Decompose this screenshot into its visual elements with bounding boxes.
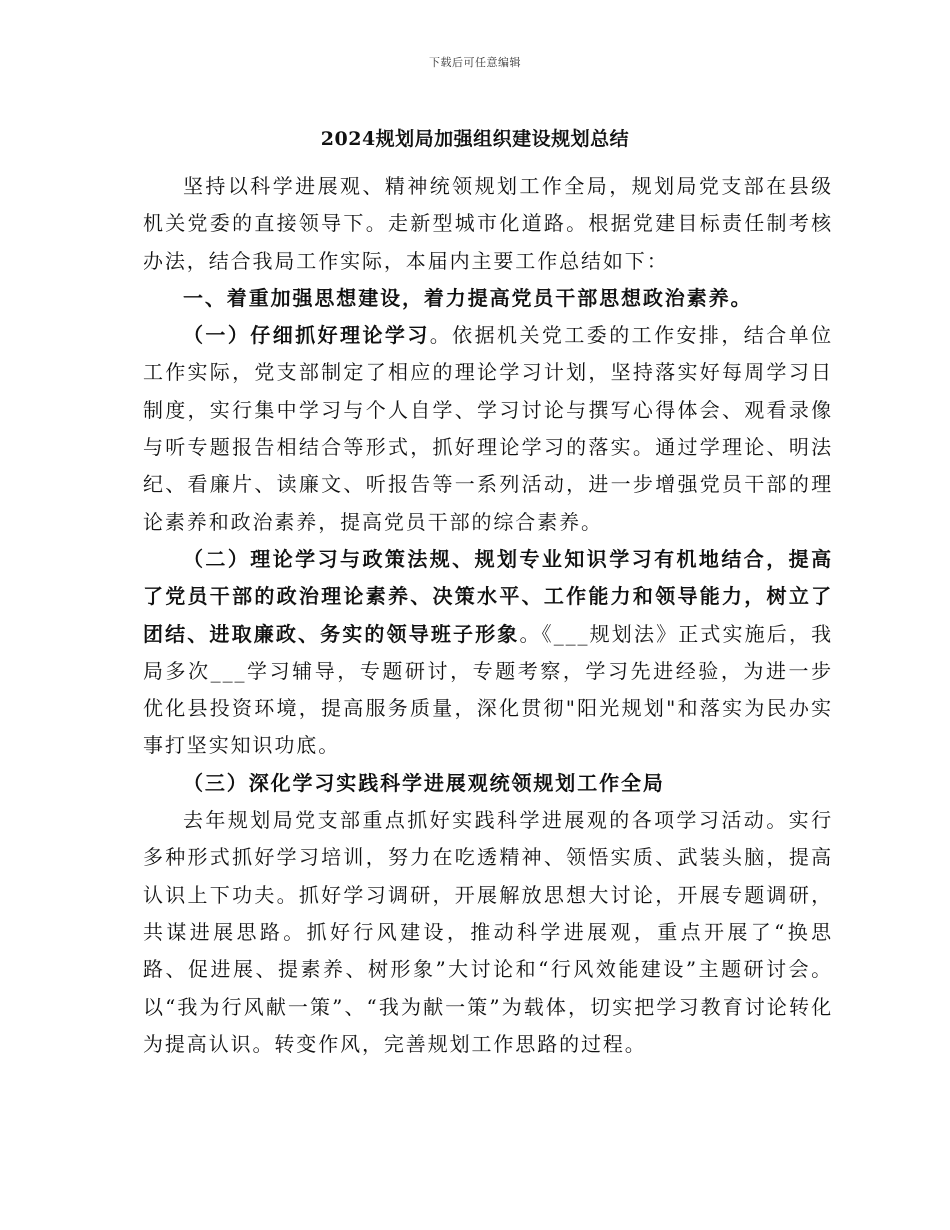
subsection-3-body: 去年规划局党支部重点抓好实践科学进展观的各项学习活动。实行多种形式抓好学习培训，努力在吃透精神、领悟实质、武装头脑，提高认识上下功夫。抓好学习调研，开展解放思想大讨论，开展专题调研，共谋进展思路。抓好行风建设，推动科学进展观，重点开展了“换思路、促进展、提素养、树形象”大讨论和“行风效能建设”主题研讨会。以“我为行风献一策”、“我为献一策”为载体，切实把学习教育讨论转化为提高认识。转变作风，完善规划工作思路的过程。 [143, 808, 833, 1056]
section-1-heading: 一、着重加强思想建设，着力提高党员干部思想政治素养。 [183, 285, 753, 310]
subsection-1-heading: （一）仔细抓好理论学习 [183, 323, 430, 348]
subsection-1-body: 。依据机关党工委的工作安排，结合单位工作实际，党支部制定了相应的理论学习计划，坚持落实好每周学习日制度，实行集中学习与个人自学、学习讨论与撰写心得体会、观看录像与听专题报告相结合等形式，抓好理论学习的落实。通过学理论、明法纪、看廉片、读廉文、听报告等一系列活动，进一步增强党员干部的理论素养和政治素养，提高党员干部的综合素养。 [143, 323, 833, 534]
subsection-2-heading: （二）理论学习与政策法规、规划专业知识学习有机地结合，提高了党员干部的政治理论素养、决策水平、工作能力和领导能力，树立了团结、进取廉政、务实的领导班子形象 [143, 546, 833, 646]
subsection-1-paragraph [143, 317, 833, 541]
subsection-3-heading: （三）深化学习实践科学进展观统领规划工作全局 [183, 770, 665, 795]
subsection-2-body: 。《___规划法》正式实施后，我局多次___学习辅导，专题研讨，专题考察，学习先进经验，为进一步优化县投资环境，提高服务质量，深化贯彻"阳光规划"和落实为民办实事打坚实知识功底。 [143, 621, 833, 758]
header-note: 下载后可任意编辑 [429, 56, 521, 69]
intro-paragraph: 坚持以科学进展观、精神统领规划工作全局，规划局党支部在县级机关党委的直接领导下。走新型城市化道路。根据党建目标责任制考核办法，结合我局工作实际，本届内主要工作总结如下： [143, 174, 833, 273]
document-body [143, 168, 833, 1063]
document-title: 2024规划局加强组织建设规划总结 [320, 128, 630, 150]
subsection-2-paragraph [143, 541, 833, 765]
